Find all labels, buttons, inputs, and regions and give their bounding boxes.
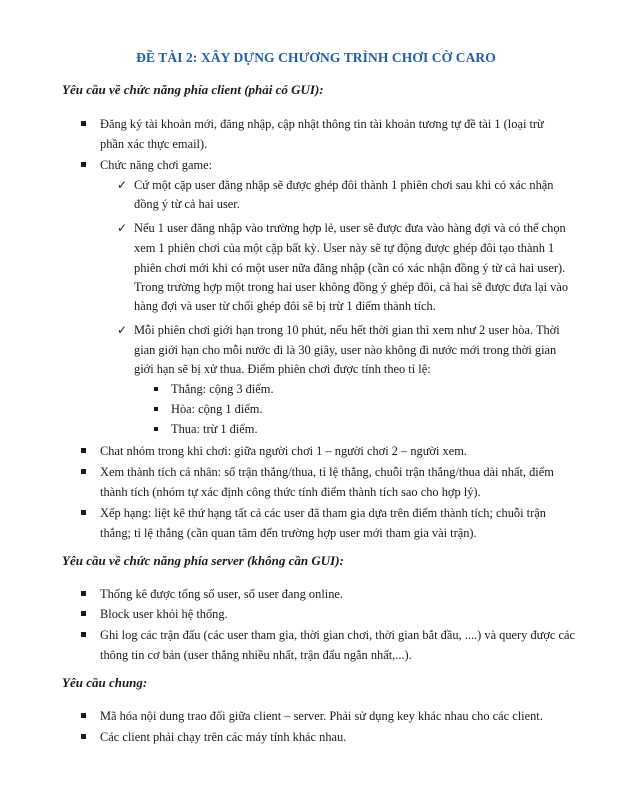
- bullet-icon: [81, 713, 86, 718]
- bullet-icon: [81, 591, 86, 596]
- client-item-stats-line2: thành tích (nhóm tự xác định công thức tính điểm thành tích sao cho hợp lý).: [100, 485, 481, 499]
- client-requirements-heading: Yêu cầu về chức năng phía client (phải có GUI):: [62, 82, 324, 97]
- client-item-ranking-line1: Xếp hạng: liệt kê thứ hạng tất cả các user đã tham gia dựa trên điểm thành tích; chuỗi trận: [100, 506, 546, 520]
- bullet-icon: [81, 448, 86, 453]
- game-timing-line2: gian giới hạn cho mỗi nước đi là 30 giây, user nào không đi nước mới trong thời gian: [134, 343, 557, 357]
- client-item-account-line1: Đăng ký tài khoản mới, đăng nhập, cập nhật thông tin tài khoản tương tự đề tài 1 (loại trừ: [100, 117, 544, 131]
- game-queue-line2: xem 1 phiên chơi của một cặp bất kỳ. User này sẽ tự động được ghép đôi tạo thành 1: [134, 241, 555, 255]
- server-requirements-heading: Yêu cầu về chức năng phía server (không cần GUI):: [62, 553, 344, 568]
- client-item-stats-line1: Xem thành tích cá nhân: số trận thắng/thua, tỉ lệ thắng, chuỗi trận thắng/thua dài nhất, điểm: [100, 465, 554, 479]
- game-timing-line3: giới hạn sẽ bị xử thua. Điểm phiên chơi được tính theo tỉ lệ:: [134, 362, 431, 376]
- game-queue-line5: hàng đợi và user từ chối ghép đôi sẽ bị trừ 1 điểm thành tích.: [134, 299, 436, 313]
- game-queue-line4: Trong trường hợp một trong hai user không đồng ý ghép đôi, cả hai sẽ được đưa lại vào: [134, 280, 569, 294]
- game-timing-line1: Mỗi phiên chơi giới hạn trong 10 phút, nếu hết thời gian thì xem như 2 user hòa. Thời: [134, 323, 560, 337]
- bullet-icon: [154, 427, 158, 431]
- bullet-icon: [81, 611, 86, 616]
- game-queue-line1: Nếu 1 user đăng nhập vào trường hợp lẻ, user sẽ được đưa vào hàng đợi và có thể chọn: [134, 221, 566, 235]
- game-pairing-line1: Cứ một cặp user đăng nhập sẽ được ghép đôi thành 1 phiên chơi sau khi có xác nhận: [134, 178, 554, 192]
- client-item-ranking-line2: thắng; tỉ lệ thắng (cần quan tâm đến trường hợp user mới tham gia vài trận).: [100, 526, 477, 540]
- game-queue-line3: phiên chơi mới khi có một user nữa đăng nhập (cần có xác nhận đồng ý từ cả hai user).: [134, 261, 566, 275]
- bullet-icon: [154, 407, 158, 411]
- client-item-account-line2: phần xác thực email).: [100, 137, 208, 151]
- server-item-log-line1: Ghi log các trận đấu (các user tham gia, thời gian chơi, thời gian bắt đầu, ....) và query được các: [100, 628, 576, 642]
- checkmark-icon: ✓: [117, 178, 128, 192]
- bullet-icon: [81, 162, 86, 167]
- server-item-log-line2: thông tin cơ bản (user thắng nhiều nhất, trận đấu ngắn nhất,...).: [100, 648, 412, 662]
- document-title: ĐỀ TÀI 2: XÂY DỰNG CHƯƠNG TRÌNH CHƠI CỜ CARO: [136, 50, 496, 65]
- checkmark-icon: ✓: [117, 221, 128, 235]
- score-loss: Thua: trừ 1 điểm.: [171, 422, 258, 436]
- server-item-stats: Thống kê được tổng số user, số user đang online.: [100, 587, 343, 601]
- checkmark-icon: ✓: [117, 323, 128, 337]
- server-item-block: Block user khỏi hệ thống.: [100, 607, 228, 621]
- bullet-icon: [81, 121, 86, 126]
- score-win: Thắng: cộng 3 điểm.: [171, 382, 274, 396]
- bullet-icon: [81, 632, 86, 637]
- bullet-icon: [81, 734, 86, 739]
- client-item-chat: Chat nhóm trong khi chơi: giữa người chơi 1 – người chơi 2 – người xem.: [100, 444, 467, 458]
- bullet-icon: [154, 387, 158, 391]
- game-pairing-line2: đồng ý từ cả hai user.: [134, 197, 240, 211]
- bullet-icon: [81, 510, 86, 515]
- general-item-machines: Các client phải chạy trên các máy tính khác nhau.: [100, 730, 347, 744]
- score-draw: Hòa: cộng 1 điểm.: [171, 402, 263, 416]
- general-item-encryption: Mã hóa nội dung trao đổi giữa client – server. Phải sử dụng key khác nhau cho các client.: [100, 709, 543, 723]
- client-item-game: Chức năng chơi game:: [100, 158, 213, 172]
- bullet-icon: [81, 469, 86, 474]
- general-requirements-heading: Yêu cầu chung:: [62, 675, 148, 690]
